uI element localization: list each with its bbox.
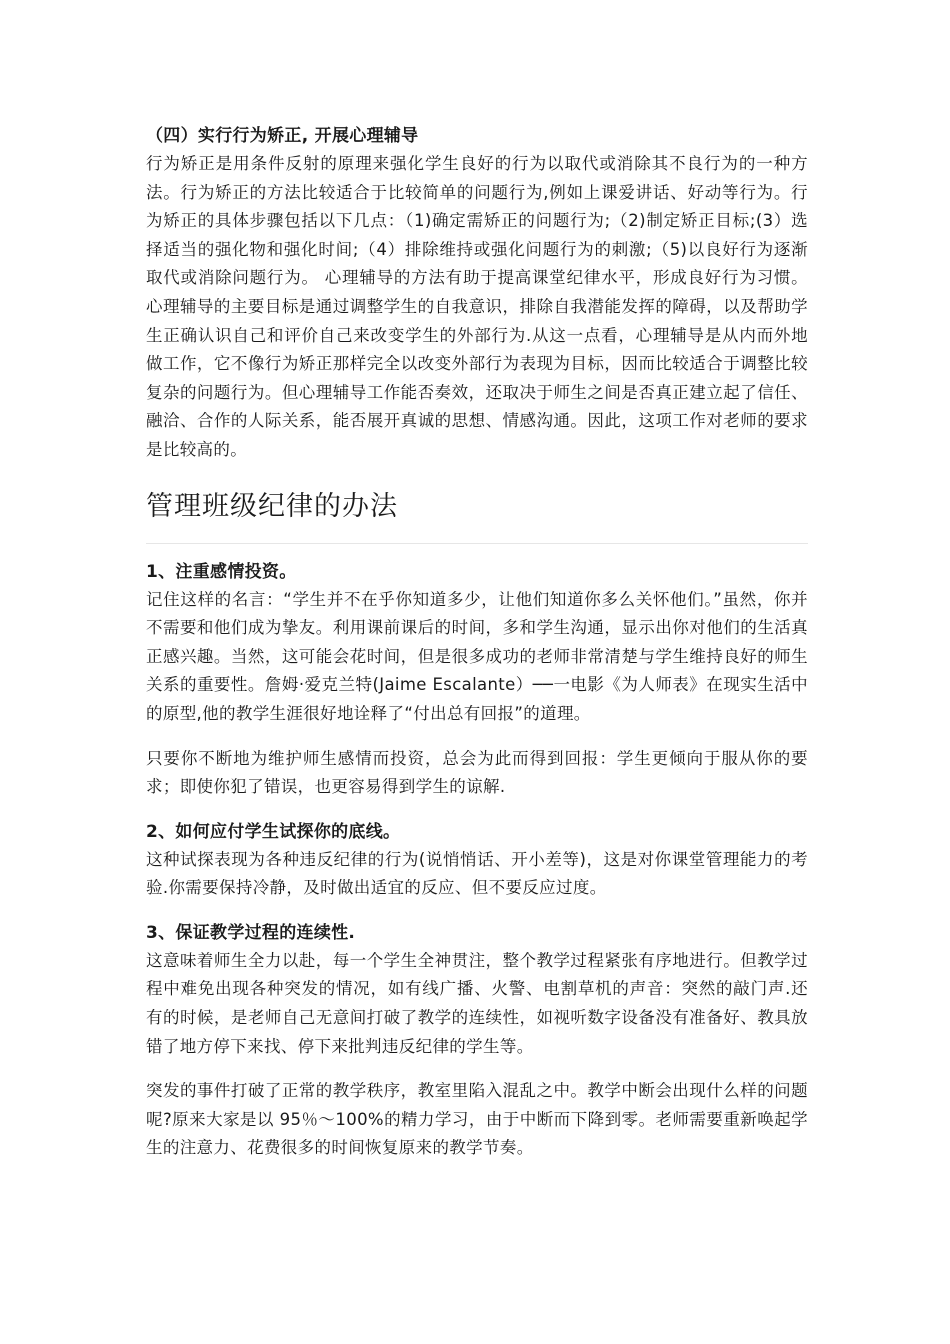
item3-heading: 3、保证教学过程的连续性.: [146, 922, 356, 943]
item3-paragraph-2: 突发的事件打破了正常的教学秩序，教室里陷入混乱之中。教学中断会出现什么样的问题呢?原来大家是以 95％～100%的精力学习，由于中断而下降到零。老师需要重新唤起学生的注意力、花费很多的时间恢复原来的教学节奏。: [146, 1081, 808, 1158]
item1-heading: 1、注重感情投资。: [146, 561, 297, 582]
page-title: 管理班级纪律的办法: [146, 490, 398, 522]
item1-paragraph-2: 只要你不断地为维护师生感情而投资，总会为此而得到回报：学生更倾向于服从你的要求；即使你犯了错误，也更容易得到学生的谅解.: [146, 748, 808, 797]
document-page: [146, 122, 808, 1163]
item3-paragraph-1: 这意味着师生全力以赴，每一个学生全神贯注，整个教学过程紧张有序地进行。但教学过程中难免出现各种突发的情况，如有线广播、火警、电割草机的声音：突然的敲门声.还有的时候，是老师自己无意间打破了教学的连续性，如视听数字设备没有准备好、教具放错了地方停下来找、停下来批判违反纪律的学生等。: [146, 950, 808, 1056]
item2-heading: 2、如何应付学生试探你的底线。: [146, 821, 401, 842]
section4-heading: （四）实行行为矫正, 开展心理辅导: [146, 126, 419, 146]
item1-paragraph-1: 记住这样的名言：“学生并不在乎你知道多少，让他们知道你多么关怀他们。”虽然，你并不需要和他们成为挚友。利用课前课后的时间，多和学生沟通，显示出你对他们的生活真正感兴趣。当然，这可能会花时间，但是很多成功的老师非常清楚与学生维持良好的师生关系的重要性。詹姆·爱克兰特(Jaime Escalante）──一电影《为人师表》在现实生活中的原型,他的教学生涯很好地诠释了“付出总有回报”的道理。: [146, 589, 808, 723]
section4-body: 行为矫正是用条件反射的原理来强化学生良好的行为以取代或消除其不良行为的一种方法。行为矫正的方法比较适合于比较简单的问题行为,例如上课爱讲话、好动等行为。行为矫正的具体步骤包括以下几点：（1)确定需矫正的问题行为;（2)制定矫正目标;(3）选择适当的强化物和强化时间;（4）排除维持或强化问题行为的刺激;（5)以良好行为逐渐取代或消除问题行为。 心理辅导的方法有助于提高课堂纪律水平，形成良好行为习惯。心理辅导的主要目标是通过调整学生的自我意识，排除自我潜能发挥的障碍，以及帮助学生正确认识自己和评价自己来改变学生的外部行为.从这一点看，心理辅导是从内而外地做工作，它不像行为矫正那样完全以改变外部行为表现为目标，因而比较适合于调整比较复杂的问题行为。但心理辅导工作能否奏效，还取决于师生之间是否真正建立起了信任、融洽、合作的人际关系，能否展开真诚的思想、情感沟通。因此，这项工作对老师的要求是比较高的。: [146, 154, 808, 459]
item2-paragraph-1: 这种试探表现为各种违反纪律的行为(说悄悄话、开小差等)，这是对你课堂管理能力的考验.你需要保持冷静，及时做出适宜的反应、但不要反应过度。: [146, 849, 808, 898]
